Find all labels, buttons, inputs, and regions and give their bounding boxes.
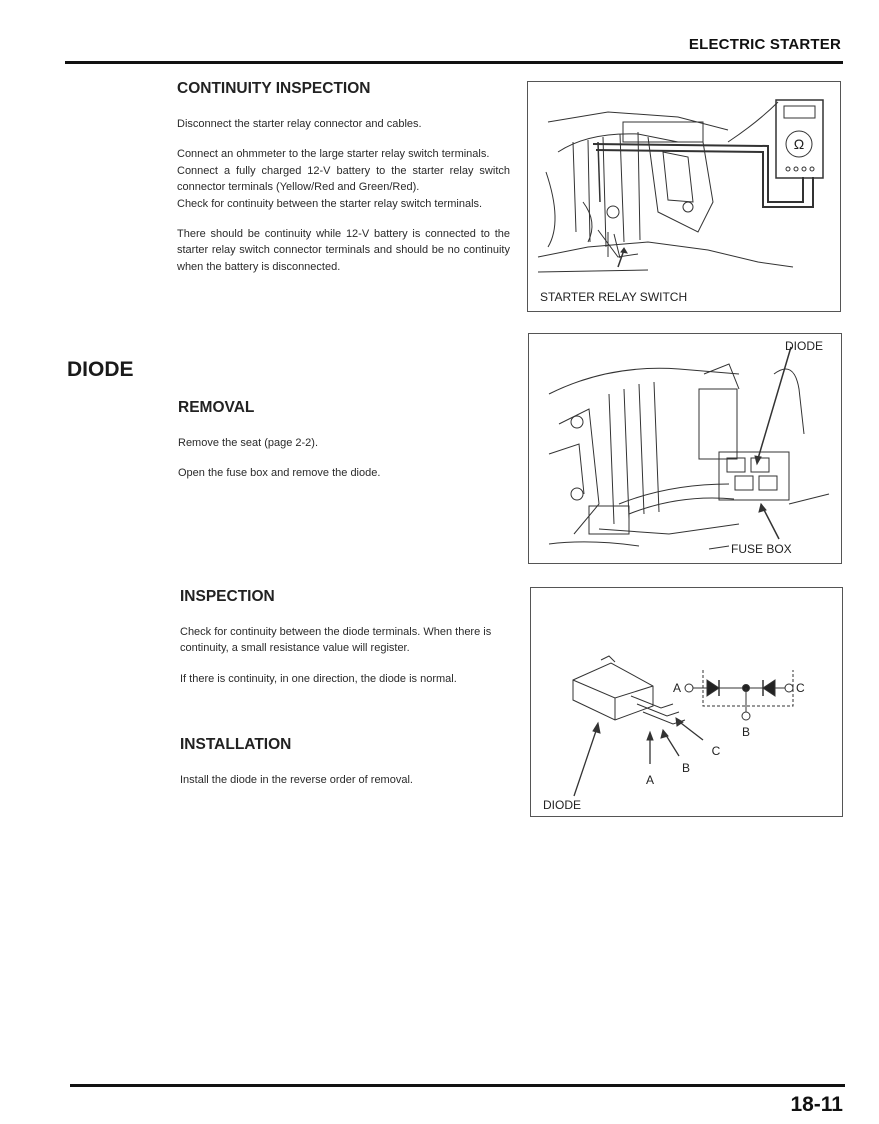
inspection-p2: If there is continuity, in one direction, the diode is normal. — [180, 672, 457, 685]
fuse-box-label: FUSE BOX — [731, 542, 792, 556]
continuity-p1: Disconnect the starter relay connector and cables. — [177, 118, 422, 130]
inspection-body — [180, 624, 492, 687]
header-rule — [65, 61, 843, 64]
inspection-heading: INSPECTION — [180, 588, 275, 605]
continuity-body — [177, 116, 510, 275]
page-number: 18-11 — [790, 1093, 843, 1116]
installation-heading: INSTALLATION — [180, 736, 292, 753]
removal-heading: REMOVAL — [178, 399, 255, 416]
footer-rule — [70, 1084, 845, 1087]
continuity-p3: Connect a fully charged 12-V battery to the starter relay switch connector terminals (Yellow/Red and Green/Red). — [177, 164, 510, 194]
diode-heading: DIODE — [67, 358, 134, 381]
continuity-p5: There should be continuity while 12-V battery is connected to the starter relay switch connector terminals and should be no continuity when the battery is disconnected. — [177, 228, 510, 273]
terminal-b-schematic: B — [741, 725, 751, 739]
continuity-p2: Connect an ohmmeter to the large starter relay switch terminals. — [177, 148, 490, 161]
diode-label-terminals: DIODE — [543, 798, 582, 812]
starter-relay-caption: STARTER RELAY SWITCH — [540, 290, 688, 304]
diode-label-location: DIODE — [785, 339, 824, 353]
continuity-heading: CONTINUITY INSPECTION — [177, 80, 371, 97]
ohm-symbol: Ω — [793, 136, 805, 152]
diode-location-figure — [528, 333, 842, 564]
removal-p2: Open the fuse box and remove the diode. — [178, 467, 381, 480]
diode-terminals-figure — [530, 587, 843, 817]
removal-body — [178, 435, 508, 482]
terminal-b-label: B — [681, 761, 691, 775]
terminal-c-schematic: C — [796, 681, 805, 695]
starter-relay-figure — [527, 81, 841, 312]
installation-p1: Install the diode in the reverse order of removal. — [180, 774, 413, 786]
section-title: ELECTRIC STARTER — [688, 36, 841, 53]
terminal-c-label: C — [711, 744, 721, 758]
installation-body — [180, 772, 492, 788]
terminal-a-schematic: A — [673, 681, 682, 695]
terminal-a-label: A — [645, 773, 655, 787]
inspection-p1: Check for continuity between the diode terminals. When there is continuity, a small resistance value will register. — [180, 626, 492, 655]
continuity-p4: Check for continuity between the starter relay switch terminals. — [177, 197, 483, 210]
removal-p1: Remove the seat (page 2-2). — [178, 437, 319, 449]
